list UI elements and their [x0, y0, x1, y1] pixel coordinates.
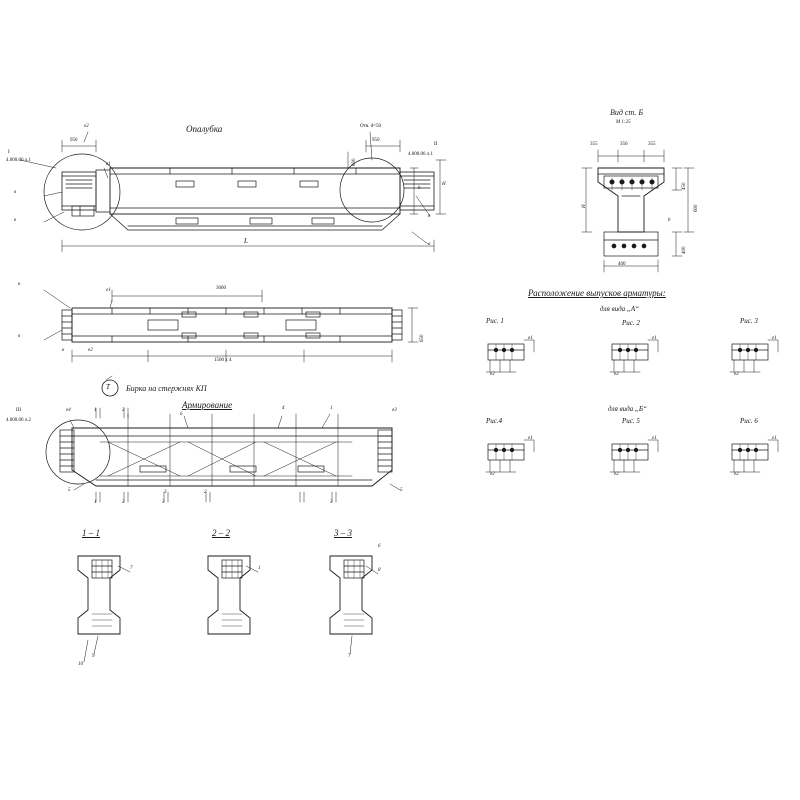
outlet-5-mark-e1: е1 [652, 436, 657, 441]
outlet-caption-4: Рис.4 [486, 417, 503, 425]
formwork-dim-right: 950 [372, 138, 380, 143]
outlet-caption-5: Рис. 5 [622, 417, 640, 425]
outlet-6-mark-e2: е2 [734, 472, 739, 477]
reinforcement-pos-1: 1 [330, 406, 333, 411]
reinforcement-pos-4: 4 [282, 406, 285, 411]
formwork-mark-e2: е2 [84, 124, 89, 129]
reinforcement-sec-3-left: 3 [162, 500, 165, 505]
reinforcement-pos-2: 2 [204, 490, 207, 495]
formwork-mark-a: а [428, 242, 431, 247]
plan-mark-e1: е1 [106, 288, 111, 293]
section-3-caption: 3 – 3 [334, 528, 352, 538]
section-3-callout-8: 8 [378, 568, 381, 573]
outlet-3-mark-e1: е1 [772, 336, 777, 341]
formwork-mark-h: h [418, 186, 421, 191]
formwork-mark-b-left2: в [14, 218, 17, 223]
section-1-callout-7: 7 [130, 566, 133, 571]
plan-mark-b3: в [62, 348, 65, 353]
outlet-4-mark-e2: е2 [490, 472, 495, 477]
outlets-subtitle-b: для вида „Б“ [608, 405, 647, 413]
cross-section-scale: М 1:25 [616, 120, 631, 125]
outlets-title: Расположение выпусков арматуры: [528, 288, 666, 298]
reinforcement-pos-5-left: 5 [68, 488, 71, 493]
reinforcement-note: 4.000.06 л.2 [6, 418, 31, 423]
formwork-mark-e1: е1 [106, 162, 111, 167]
formwork-right-mark: II [434, 142, 438, 147]
plan-dim-3000: 3000 [216, 286, 226, 291]
plan-mark-b2: в [18, 334, 21, 339]
tag-note-text: Бирка на стержнях КП [126, 384, 207, 393]
outlet-caption-6: Рис. 6 [740, 417, 758, 425]
outlet-caption-2: Рис. 2 [622, 319, 640, 327]
section-2-caption: 2 – 2 [212, 528, 230, 538]
plan-dim-1500x4: 1500 х 4 [214, 358, 232, 363]
cross-section-title: Вид ст. Б [610, 108, 644, 117]
cs-dim-H: H [582, 204, 587, 208]
reinforcement-mark-e4: е4 [66, 408, 71, 413]
cs-dim-400-bottom: 400 [618, 262, 626, 267]
plan-mark-b1: в [18, 282, 21, 287]
reinforcement-pos-6: 6 [180, 412, 183, 417]
hole-note: Отв. d=50 [360, 124, 381, 129]
outlet-1-mark-e1: е1 [528, 336, 533, 341]
tag-circle-label: Т [106, 383, 110, 391]
outlet-caption-3: Рис. 3 [740, 317, 758, 325]
outlet-3-mark-e2: е2 [734, 372, 739, 377]
outlet-6-mark-e1: е1 [772, 436, 777, 441]
reinforcement-sec-3-right: 3 [330, 500, 333, 505]
outlets-subtitle-a: для вида „А“ [600, 305, 639, 313]
plan-mark-e2: е2 [88, 348, 93, 353]
reinforcement-view-title: Армирование [182, 400, 233, 410]
cs-dim-450: 450 [682, 182, 687, 190]
cs-dim-600: 600 [694, 204, 699, 212]
formwork-left-mark: I [8, 150, 10, 155]
section-3-callout-7: 7 [348, 654, 351, 659]
formwork-right-note: 4.000.06 л.1 [408, 152, 433, 157]
reinforcement-pos-3: 3 [164, 490, 167, 495]
reinforcement-mark-e3: е3 [392, 408, 397, 413]
section-1-callout-9: 9 [92, 654, 95, 659]
cs-dim-h: h [668, 218, 671, 223]
cs-dim-400-right: 400 [682, 246, 687, 254]
reinforcement-sec-2-bottom: 2 [122, 500, 125, 505]
cs-dim-350: 350 [620, 142, 628, 147]
cs-dim-355-right: 355 [648, 142, 656, 147]
plan-dim-650: 650 [420, 334, 425, 342]
cs-dim-355-left: 355 [590, 142, 598, 147]
reinforcement-sec-1-top: 1 [94, 408, 97, 413]
reinforcement-sec-1-bottom: 1 [94, 500, 97, 505]
outlet-2-mark-e1: е1 [652, 336, 657, 341]
formwork-dim-600: 600 [352, 158, 357, 166]
reinforcement-mark-iii: III [16, 408, 21, 413]
section-2-callout-1: 1 [258, 566, 261, 571]
formwork-dim-length: L [244, 237, 248, 245]
formwork-left-note: 4.000.06 л.1 [6, 158, 31, 163]
reinforcement-sec-2-top: 2 [122, 408, 125, 413]
outlet-2-mark-e2: е2 [614, 372, 619, 377]
outlet-caption-1: Рис. 1 [486, 317, 504, 325]
outlet-4-mark-e1: е1 [528, 436, 533, 441]
formwork-mark-b-left1: в [14, 190, 17, 195]
section-1-caption: 1 – 1 [82, 528, 100, 538]
section-1-callout-10: 10 [78, 662, 83, 667]
reinforcement-pos-5-right: 5 [400, 488, 403, 493]
formwork-view-title: Опалубка [186, 124, 223, 134]
section-3-callout-6: 6 [378, 544, 381, 549]
formwork-mark-b-right: в [428, 214, 431, 219]
formwork-dim-h: H [442, 182, 446, 187]
outlet-1-mark-e2: е2 [490, 372, 495, 377]
formwork-dim-left: 950 [70, 138, 78, 143]
outlet-5-mark-e2: е2 [614, 472, 619, 477]
